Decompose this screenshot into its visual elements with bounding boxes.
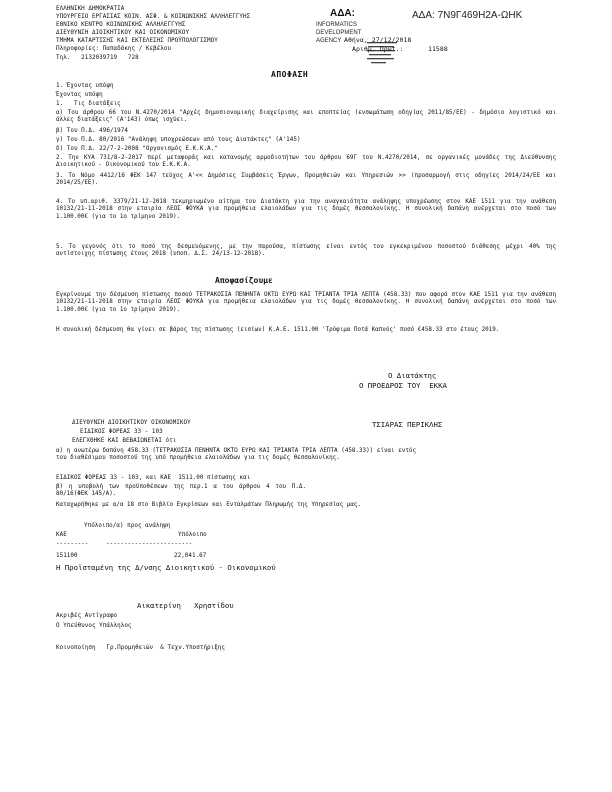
header-line-2: ΥΠΟΥΡΓΕΙΟ ΕΡΓΑΣΙΑΣ ΚΟΙΝ. ΑΣΦ. & ΚΟΙΝΩΝΙΚΗΣ ΑΛΛΗΛΕΓΓΥΗΣ [56,14,251,20]
fin-table-header-remaining: Υπόλοιπο [178,532,207,538]
header-phone: Τηλ. 2132039719 728 [56,55,139,61]
stamp-line-2: DEVELOPMENT [316,30,362,36]
document-date: Αθήνα, 27/12/2018 [344,36,412,44]
fin-table-cell-kae: 151100 [56,553,78,559]
signatory-role: Ο Διατάκτης [388,371,437,380]
ada-label: ΑΔΑ: [330,8,355,19]
item-2: 2. Την ΚΥΑ 731/8-2-2017 περί μεταφοράς και κατανομής αρμοδιοτήτων του άρθρου 69Γ του Ν.4270/2014, σε οργανικές μονάδες της Διεύθυνσης Διοικητικού - Οικονομικού του Ε.Κ.Κ.Α. [56,155,556,169]
protocol-label: Αριθμ. Πρωτ.: [352,45,404,53]
fin-check-4: Καταχωρήθηκε με α/α 18 στο Βιβλίο Εγκρίσεων και Ενταλμάτων Πληρωμής της Υπηρεσίας μας. [56,502,361,508]
exact-copy: Ακριβές Αντίγραφο [56,613,118,619]
having-in-mind-2: Έχοντας υπόψη [56,92,103,98]
fin-table-dash-1: --------- [56,541,89,547]
item-1c: γ) Του Π.Δ. 80/2016 "Ανάληψη υποχρεώσεων από τους Διατάκτες" (Α'145) [56,137,301,143]
item-1: 1. Τις διατάξεις [56,101,121,107]
fin-table-header-kae: ΚΑΕ [56,532,67,538]
item-5: 5. Το γεγονός ότι το ποσό της δεσμευόμενης, με την παρούσα, πίστωσης είναι εντός του εγκεκριμένου ποσοστού διάθεσης μέχρι 40% της αντίστοιχης πίστωσης έτους 2018 (υποπ. Δ.Σ. 24/13-12-2018). [56,244,556,258]
stamp-line-1: INFORMATICS [316,22,357,28]
header-info: Πληροφορίες: Παπαδάκης / Κεβέλου [56,46,172,52]
fin-remaining-label: Υπόλοιπο/α) προς ανάληψη [84,523,171,529]
header-line-4: ΔΙΕΥΘΥΝΣΗ ΔΙΟΙΚΗΤΙΚΟΥ ΚΑΙ ΟΙΚΟΝΟΜΙΚΟΥ [56,30,190,36]
item-3: 3. Το Νόμο 4412/16 ΦΕΚ 147 τεύχος Α'<< Δημόσιες Συμβάσεις Έργων, Προμηθειών και Υπηρεσιών >> (προσαρμογή στις οδηγίες 2014/24/ΕΕ και 2014/25/ΕΕ). [56,173,556,187]
clerk: Ο Υπεύθυνος Υπάλληλος [56,623,132,629]
item-1d: δ) Του Π.Δ. 22/7-2-2008 "Οργανισμός Ε.Κ.Κ.Α." [56,146,218,152]
header-line-5: ΤΜΗΜΑ ΚΑΤΑΡΤΙΣΗΣ ΚΑΙ ΕΚΤΕΛΕΣΗΣ ΠΡΟΫΠΟΛΟΓΙΣΜΟΥ [56,38,218,44]
decision-heading: Αποφασίζουμε [215,276,273,285]
fin-check-3: β) η υποβολή των προϋποθέσεων της περ.1 α του άρθρου 4 του Π.Δ. 80/16(ΦΕΚ 145/Α). [56,484,306,498]
header-line-3: ΕΘΝΙΚΟ ΚΕΝΤΡΟ ΚΟΙΝΩΝΙΚΗΣ ΑΛΛΗΛΕΓΓΥΗΣ [56,22,186,28]
closing-role: Η Προϊσταμένη της Δ/νσης Διοικητικού - Οικονομικού [56,563,276,572]
decision-paragraph-2: Η συνολική δέσμευση θα γίνει σε βάρος της πίστωσης (εισίων) Κ.Α.Ε. 1511.00 'Τρόφιμα Ποτά Καπνός' ποσό €458.33 στο έτους 2019. [56,327,500,333]
fin-dept-2: ΕΙΔΙΚΟΣ ΦΟΡΕΑΣ 33 - 103 [80,429,163,435]
fin-table-dash-2: ------------------------ [106,541,193,547]
protocol-number: 11588 [428,45,448,53]
fin-table-cell-remaining: 22,041.67 [174,553,207,559]
item-1b: β) Του Π.Δ. 496/1974 [56,128,128,134]
stamp-line-3: AGENCY [316,38,342,44]
fin-check-1: α) η ανωτέρω δαπάνη 458.33 (ΤΕΤΡΑΚΟΣΙΑ ΠΕΝΗΝΤΑ ΟΚΤΩ ΕΥΡΩ ΚΑΙ ΤΡΙΑΝΤΑ ΤΡΙΑ ΛΕΠΤΑ (458.33)) είναι εντός του διαθέσιμου ποσοστού της υπό προμήθεια ελαιολάδων για τις δομές θεσσαλονίκης. [56,448,416,462]
having-in-mind-1: 1. Έχοντας υπόψη [56,83,114,89]
decision-paragraph-1: Εγκρίνουμε την δέσμευση πίστωσης ποσού ΤΕΤΡΑΚΟΣΙΑ ΠΕΝΗΝΤΑ ΟΚΤΩ ΕΥΡΩ ΚΑΙ ΤΡΙΑΝΤΑ ΤΡΙΑ ΛΕΠΤΑ (458.33) που αφορά στον ΚΑΕ 1511 για την ανάθεση 10132/21-11-2018 στην εταιρία ΛΕΟΣ ΦΟΥΚΑ για προμήθεια ελαιολάδων για τις δομές θεσσαλονίκης. Η συνολική δαπάνη ανέρχεται στο ποσό των 1.100.00€ (για το 1ο τρίμηνο 2019). [56,292,556,313]
ada-code: ΑΔΑ: 7Ν9Γ469Η2Α-ΩΗΚ [412,10,523,21]
item-1a: α) Του άρθρου 66 του Ν.4270/2014 "Αρχές δημοσιονομικής διαχείρισης και εποπτείας (ενσωμάτωση οδηγίας 2011/85/ΕΕ) - δημόσιο λογιστικό και άλλες διατάξεις" (Α'143) όπως ισχύει. [56,110,556,124]
distribution: Κοινοποίηση Γρ.Προμηθειών & Τεχν.Υποστήριξης [56,645,226,651]
header-line-1: ΕΛΛΗΝΙΚΗ ΔΗΜΟΚΡΑΤΙΑ [56,6,125,12]
fin-dept-1: ΔΙΕΥΘΥΝΣΗ ΔΙΟΙΚΗΤΙΚΟΥ ΟΙΚΟΝΟΜΙΚΟΥ [72,420,191,426]
closing-name: Αικατερίνη Χρηστίδου [137,601,234,610]
fin-dept-3: ΕΛΕΓΧΘΗΚΕ ΚΑΙ ΒΕΒΑΙΩΝΕΤΑΙ ότι [72,438,177,444]
signatory-title: Ο ΠΡΟΕΔΡΟΣ ΤΟΥ ΕΚΚΑ [359,381,447,390]
document-title: ΑΠΟΦΑΣΗ [271,70,309,79]
item-4: 4. Το υπ.αριθ. 3379/21-12-2018 τεκμηριωμένο αίτημα του Διατάκτη για την αναγκαιότητα ανάληψης υποχρέωσης στον ΚΑΕ 1511 για την ανάθεση 10132/21-11-2018 στην εταιρία ΛΕΟΣ ΦΟΥΚΑ για προμήθεια ελαιολάδων για τις δομές θεσσαλονίκης. Η συνολική δαπάνη ανέρχεται στο ποσό των 1.100.00€ (για το 1ο τρίμηνο 2019). [56,199,556,220]
fin-check-2: ΕΙΔΙΚΟΣ ΦΟΡΕΑΣ 33 - 103, και ΚΑΕ 1511.00 πίστωσης και [56,475,251,481]
signatory-name: ΤΣΙΑΡΑΣ ΠΕΡΙΚΛΗΣ [372,420,443,429]
